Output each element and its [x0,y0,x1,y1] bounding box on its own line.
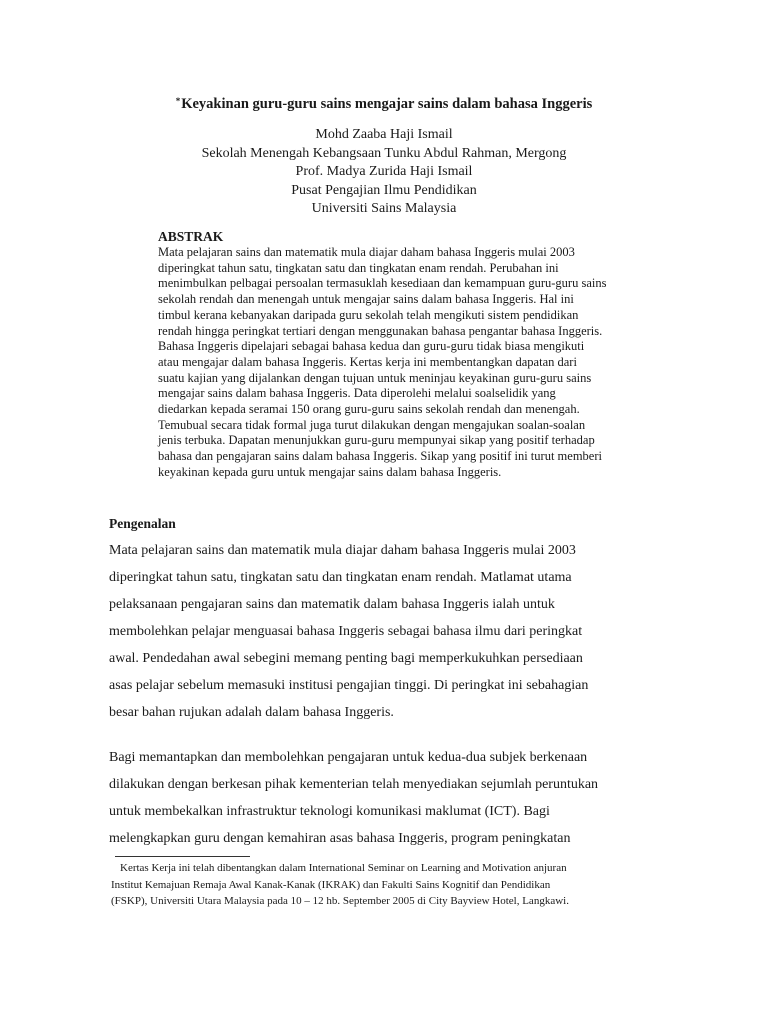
abstract-line: suatu kajian yang dijalankan dengan tujuan untuk meninjau keyakinan guru-guru sains [158,370,592,385]
abstract-line: menimbulkan pelbagai persoalan termasuklah kesediaan dan kemampuan guru-guru sains [158,276,607,291]
abstract-line: jenis terbuka. Dapatan menunjukkan guru-guru mempunyai sikap yang positif terhadap [158,433,595,448]
abstract-line: Mata pelajaran sains dan matematik mula diajar daham bahasa Inggeris mulai 2003 [158,245,575,259]
body-line: asas pelajar sebelum memasuki institusi pengajian tinggi. Di peringkat ini sebahagian [109,678,589,693]
abstract-line: Temubual secara tidak formal juga turut dilakukan dengan mengajukan soalan-soalan [158,417,586,432]
abstract-line: mengajar sains dalam bahasa Inggeris. Data diperolehi melalui soalselidik yang [158,386,556,401]
author-block [0,126,768,219]
body-line: diperingkat tahun satu, tingkatan satu dan tingkatan enam rendah. Matlamat utama [109,570,572,585]
body-paragraph-1 [109,542,669,731]
footnote-line: Institut Kemajuan Remaja Awal Kanak-Kanak (IKRAK) dan Fakulti Sains Kognitif dan Pendidikan [111,878,551,891]
footnote-line: (FSKP), Universiti Utara Malaysia pada 10 – 12 hb. September 2005 di City Bayview Hotel, Langkawi. [111,895,569,907]
author-name-1: Mohd Zaaba Haji Ismail [315,127,453,142]
body-line: awal. Pendedahan awal sebegini memang penting bagi memperkukuhkan persediaan [109,651,583,666]
abstract-heading: ABSTRAK [158,229,224,244]
footnote-marker: * [175,96,181,106]
abstract-line: diedarkan kepada seramai 150 orang guru-guru sains sekolah rendah dan menengah. [158,402,580,417]
author-institution: Universiti Sains Malaysia [311,201,457,216]
abstract-line: bahasa dan pengajaran sains dalam bahasa Inggeris. Sikap yang positif ini turut memberi [158,449,602,464]
body-line: melengkapkan guru dengan kemahiran asas bahasa Inggeris, program peningkatan [109,831,571,846]
abstract-line: atau mengajar dalam bahasa Inggeris. Kertas kerja ini membentangkan dapatan dari [158,354,577,369]
abstract-line: sekolah rendah dan menengah untuk mengajar sains dalam bahasa Inggeris. Hal ini [158,292,574,307]
author-name-2: Prof. Madya Zurida Haji Ismail [295,164,473,179]
abstract-line: diperingkat tahun satu, tingkatan satu dan tingkatan enam rendah. Perubahan ini [158,260,559,275]
body-line: dilakukan dengan berkesan pihak kementerian telah menyediakan sejumlah peruntukan [109,777,599,792]
body-line: Mata pelajaran sains dan matematik mula diajar daham bahasa Inggeris mulai 2003 [109,543,576,558]
body-line: pelaksanaan pengajaran sains dan matematik dalam bahasa Inggeris ialah untuk [109,597,555,612]
author-affiliation-2: Pusat Pengajian Ilmu Pendidikan [291,182,477,198]
footnote-block [111,860,671,910]
section-heading: Pengenalan [109,516,176,531]
footnote-line: Kertas Kerja ini telah dibentangkan dalam International Seminar on Learning and Motivation anjuran [120,862,567,874]
body-line: untuk membekalkan infrastruktur teknologi komunikasi maklumat (ICT). Bagi [109,804,550,819]
abstract-line: rendah hingga peringkat tertiari dengan menggunakan bahasa pengantar bahasa Inggeris. [158,323,603,338]
body-line: besar bahan rujukan adalah dalam bahasa Inggeris. [109,705,394,720]
paper-title-text: Keyakinan guru-guru sains mengajar sains dalam bahasa Inggeris [181,96,593,112]
paper-title [0,92,768,113]
author-affiliation-1: Sekolah Menengah Kebangsaan Tunku Abdul Rahman, Mergong [201,145,567,161]
body-line: membolehkan pelajar menguasai bahasa Inggeris sebagai bahasa ilmu dari peringkat [109,624,583,639]
body-paragraph-2 [109,749,669,857]
abstract-line: keyakinan kepada guru untuk mengajar sains dalam bahasa Inggeris. [158,464,502,479]
abstract-line: timbul kerana kebanyakan daripada guru sekolah telah mengikuti sistem pendidikan [158,307,579,322]
footnote-divider [115,856,250,857]
abstract-block [158,229,658,481]
body-line: Bagi memantapkan dan membolehkan pengajaran untuk kedua-dua subjek berkenaan [109,750,588,765]
abstract-line: Bahasa Inggeris dipelajari sebagai bahasa kedua dan guru-guru tidak biasa mengikuti [158,339,585,354]
